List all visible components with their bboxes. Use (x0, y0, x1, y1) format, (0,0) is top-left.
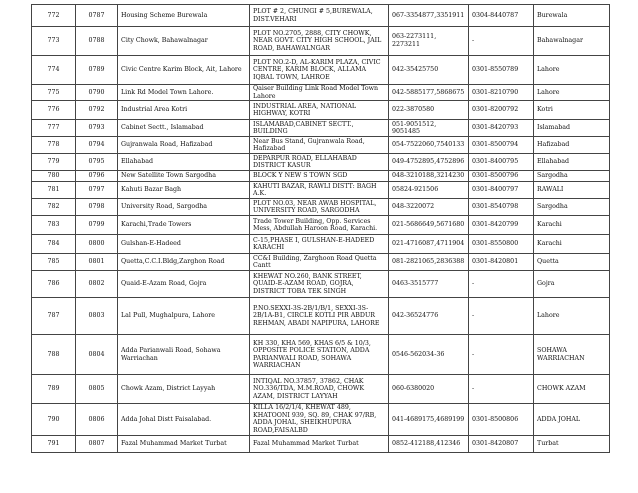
city-cell: Burewala (534, 5, 610, 27)
serial-number-cell: 772 (32, 5, 76, 27)
table-row (32, 435, 610, 452)
branch-name-cell: Fazal Muhammad Market Turbat (118, 435, 250, 452)
branch-code-cell: 0789 (76, 56, 118, 85)
mobile-cell: - (469, 335, 534, 375)
branch-name-cell: Gulshan-E-Hadeed (118, 235, 250, 254)
address-cell: ISLAMABAD,CABINET SECTT., BUILDING (250, 120, 389, 137)
table-row (32, 85, 610, 101)
address-cell: INDUSTRIAL AREA, NATIONAL HIGHWAY, KOTRI (250, 101, 389, 120)
mobile-cell: 0301-8400797 (469, 182, 534, 199)
mobile-cell: - (469, 27, 534, 56)
address-cell: P.NO.SEXXI-3S-2B/1/B/1, SEXXI-3S-2B/1A-B1, CIRCLE KOTLI PIR ABDUR REHMAN, ABADI NAPIPURA, LAHORE (250, 298, 389, 335)
mobile-cell: 0301-8200792 (469, 101, 534, 120)
branch-code-cell: 0793 (76, 120, 118, 137)
address-cell: Fazal Muhammad Market Turbat (250, 435, 389, 452)
city-cell: Sargodha (534, 171, 610, 182)
serial-number-cell: 788 (32, 335, 76, 375)
serial-number-cell: 780 (32, 171, 76, 182)
city-cell: Bahawalnagar (534, 27, 610, 56)
mobile-cell: 0301-8210790 (469, 85, 534, 101)
address-cell: KAHUTI BAZAR, RAWLI DISTT: BAGH A.K. (250, 182, 389, 199)
serial-number-cell: 784 (32, 235, 76, 254)
serial-number-cell: 790 (32, 404, 76, 435)
city-cell: Quetta (534, 254, 610, 271)
table-row (32, 5, 610, 27)
city-cell: ADDA JOHAL (534, 404, 610, 435)
serial-number-cell: 773 (32, 27, 76, 56)
branch-name-cell: Link Rd Model Town Lahore. (118, 85, 250, 101)
mobile-cell: 0304-8440787 (469, 5, 534, 27)
branch-code-cell: 0795 (76, 154, 118, 171)
phone-cell: 049-4752895,4752896 (389, 154, 469, 171)
serial-number-cell: 781 (32, 182, 76, 199)
city-cell: Lahore (534, 85, 610, 101)
table-row (32, 56, 610, 85)
city-cell: Karachi (534, 216, 610, 235)
mobile-cell: 0301-8420801 (469, 254, 534, 271)
branch-code-cell: 0802 (76, 271, 118, 298)
city-cell: SOHAWA WARRIACHAN (534, 335, 610, 375)
branch-code-cell: 0787 (76, 5, 118, 27)
city-cell: CHOWK AZAM (534, 375, 610, 404)
branch-table-body (32, 5, 610, 453)
phone-cell: 0852-412188,412346 (389, 435, 469, 452)
mobile-cell: - (469, 298, 534, 335)
branch-code-cell: 0796 (76, 171, 118, 182)
mobile-cell: - (469, 375, 534, 404)
branch-code-cell: 0799 (76, 216, 118, 235)
phone-cell: 021-5686649,5671680 (389, 216, 469, 235)
mobile-cell: 0301-8420793 (469, 120, 534, 137)
phone-cell: 022-3870580 (389, 101, 469, 120)
branch-name-cell: Industrial Area Kotri (118, 101, 250, 120)
mobile-cell: - (469, 271, 534, 298)
branch-name-cell: Adda Parianwali Road, Sohawa Warriachan (118, 335, 250, 375)
branch-code-cell: 0804 (76, 335, 118, 375)
mobile-cell: 0301-8550789 (469, 56, 534, 85)
branch-code-cell: 0797 (76, 182, 118, 199)
table-row (32, 298, 610, 335)
address-cell: Qaiser Building Link Road Model Town Lahore (250, 85, 389, 101)
branch-name-cell: Quetta,C.C.I.Bldg,Zarghon Road (118, 254, 250, 271)
branch-code-cell: 0788 (76, 27, 118, 56)
phone-cell: 05824-921506 (389, 182, 469, 199)
table-row (32, 254, 610, 271)
branch-code-cell: 0800 (76, 235, 118, 254)
address-cell: PLOT NO.2-D, AL-KARIM PLAZA, CIVIC CENTRE, KARIM BLOCK, ALLAMA IQBAL TOWN, LAHROE (250, 56, 389, 85)
mobile-cell: 0301-8500806 (469, 404, 534, 435)
city-cell: Kotri (534, 101, 610, 120)
phone-cell: 081-2821065,2836388 (389, 254, 469, 271)
serial-number-cell: 786 (32, 271, 76, 298)
phone-cell: 067-3354877,3351911 (389, 5, 469, 27)
branch-name-cell: Cabinet Sectt., Islamabad (118, 120, 250, 137)
branch-code-cell: 0807 (76, 435, 118, 452)
serial-number-cell: 791 (32, 435, 76, 452)
phone-cell: 060-6380020 (389, 375, 469, 404)
branch-name-cell: Kahuti Bazar Bagh (118, 182, 250, 199)
mobile-cell: 0301-8540798 (469, 199, 534, 216)
phone-cell: 063-2273111, 2273211 (389, 27, 469, 56)
branch-name-cell: Ellahabad (118, 154, 250, 171)
mobile-cell: 0301-8500794 (469, 137, 534, 154)
branch-table-container (31, 4, 609, 453)
phone-cell: 042-5885177,5868675 (389, 85, 469, 101)
serial-number-cell: 782 (32, 199, 76, 216)
phone-cell: 041-4689175,4689199 (389, 404, 469, 435)
phone-cell: 048-3220072 (389, 199, 469, 216)
phone-cell: 0546-562034-36 (389, 335, 469, 375)
phone-cell: 021-4716087,4711904 (389, 235, 469, 254)
branch-name-cell: Lal Pull, Mughalpura, Lahore (118, 298, 250, 335)
table-row (32, 171, 610, 182)
table-row (32, 120, 610, 137)
phone-cell: 042-35425750 (389, 56, 469, 85)
table-row (32, 199, 610, 216)
address-cell: Trade Tower Building, Opp. Services Mess, Abdullah Haroon Road, Karachi. (250, 216, 389, 235)
table-row (32, 27, 610, 56)
city-cell: Turbat (534, 435, 610, 452)
phone-cell: 048-3210188,3214230 (389, 171, 469, 182)
phone-cell: 051-9051512, 9051485 (389, 120, 469, 137)
city-cell: RAWALI (534, 182, 610, 199)
phone-cell: 042-36524776 (389, 298, 469, 335)
table-row (32, 271, 610, 298)
branch-code-cell: 0798 (76, 199, 118, 216)
address-cell: DEPARPUR ROAD, ELLAHABAD DISTRICT KASUR (250, 154, 389, 171)
branch-name-cell: Gujranwala Road, Hafizabad (118, 137, 250, 154)
phone-cell: 0463-3515777 (389, 271, 469, 298)
mobile-cell: 0301-8420807 (469, 435, 534, 452)
address-cell: Near Bus Stand, Gujranwala Road, Hafizabad (250, 137, 389, 154)
city-cell: Lahore (534, 56, 610, 85)
branch-code-cell: 0790 (76, 85, 118, 101)
city-cell: Karachi (534, 235, 610, 254)
table-row (32, 375, 610, 404)
branch-name-cell: City Chowk, Bahawalnagar (118, 27, 250, 56)
city-cell: Sargodha (534, 199, 610, 216)
mobile-cell: 0301-8550800 (469, 235, 534, 254)
branch-code-cell: 0803 (76, 298, 118, 335)
branch-code-cell: 0805 (76, 375, 118, 404)
serial-number-cell: 785 (32, 254, 76, 271)
address-cell: BLOCK Y NEW S TOWN SGD (250, 171, 389, 182)
branch-code-cell: 0792 (76, 101, 118, 120)
branch-name-cell: New Satellite Town Sargodha (118, 171, 250, 182)
table-row (32, 182, 610, 199)
table-row (32, 216, 610, 235)
branch-name-cell: Adda Johal Distt Faisalabad. (118, 404, 250, 435)
branch-code-cell: 0794 (76, 137, 118, 154)
branch-code-cell: 0806 (76, 404, 118, 435)
city-cell: Gojra (534, 271, 610, 298)
city-cell: Islamabad (534, 120, 610, 137)
city-cell: Lahore (534, 298, 610, 335)
table-row (32, 335, 610, 375)
branch-name-cell: University Road, Sargodha (118, 199, 250, 216)
serial-number-cell: 789 (32, 375, 76, 404)
address-cell: PLOT # 2, CHUNGI # 5,BUREWALA, DIST.VEHARI (250, 5, 389, 27)
branch-code-cell: 0801 (76, 254, 118, 271)
table-row (32, 137, 610, 154)
address-cell: KH 330, KHA 569, KHAS 6/5 & 10/3, OPPOSITE POLICE STATION, ADDA PARIANWALI ROAD, SOHAWA WARRIACHAN (250, 335, 389, 375)
mobile-cell: 0301-8400795 (469, 154, 534, 171)
serial-number-cell: 775 (32, 85, 76, 101)
table-row (32, 101, 610, 120)
address-cell: PLOT NO.2705, 2888, CITY CHOWK, NEAR GOVT. CITY HIGH SCHOOL, JAIL ROAD, BAHAWALNGAR (250, 27, 389, 56)
serial-number-cell: 777 (32, 120, 76, 137)
mobile-cell: 0301-8500796 (469, 171, 534, 182)
mobile-cell: 0301-8420799 (469, 216, 534, 235)
city-cell: Ellahabad (534, 154, 610, 171)
city-cell: Hafizabad (534, 137, 610, 154)
branch-name-cell: Quaid-E-Azam Road, Gojra (118, 271, 250, 298)
address-cell: CC&I Building, Zarghoon Road Quetta Cantt (250, 254, 389, 271)
address-cell: C-15,PHASE I, GULSHAN-E-HADEED KARACHI (250, 235, 389, 254)
serial-number-cell: 778 (32, 137, 76, 154)
branch-name-cell: Civic Centre Karim Block, Ait, Lahore (118, 56, 250, 85)
address-cell: PLOT NO.03, NEAR AWAB HOSPITAL, UNIVERSITY ROAD, SARGODHA (250, 199, 389, 216)
table-row (32, 404, 610, 435)
branch-table (31, 4, 610, 453)
branch-name-cell: Chowk Azam, District Layyah (118, 375, 250, 404)
serial-number-cell: 774 (32, 56, 76, 85)
branch-name-cell: Karachi,Trade Towers (118, 216, 250, 235)
table-row (32, 235, 610, 254)
serial-number-cell: 779 (32, 154, 76, 171)
serial-number-cell: 776 (32, 101, 76, 120)
branch-name-cell: Housing Scheme Burewala (118, 5, 250, 27)
serial-number-cell: 783 (32, 216, 76, 235)
phone-cell: 054-7522060,7540133 (389, 137, 469, 154)
address-cell: KHEWAT NO.260, BANK STREET, QUAID-E-AZAM ROAD, GOJRA, DISTRICT TOBA TEK SINGH (250, 271, 389, 298)
address-cell: KILLA 16/2/1/4, KHEWAT 489, KHATOONI 939, SQ. 89, CHAK 97/RB, ADDA JOHAL, SHEIKHUPURA ROAD,FAISALBD (250, 404, 389, 435)
serial-number-cell: 787 (32, 298, 76, 335)
address-cell: INTIQAL NO.37857, 37862, CHAK NO.336/TDA, M.M.ROAD, CHOWK AZAM, DISTRICT LAYYAH (250, 375, 389, 404)
table-row (32, 154, 610, 171)
